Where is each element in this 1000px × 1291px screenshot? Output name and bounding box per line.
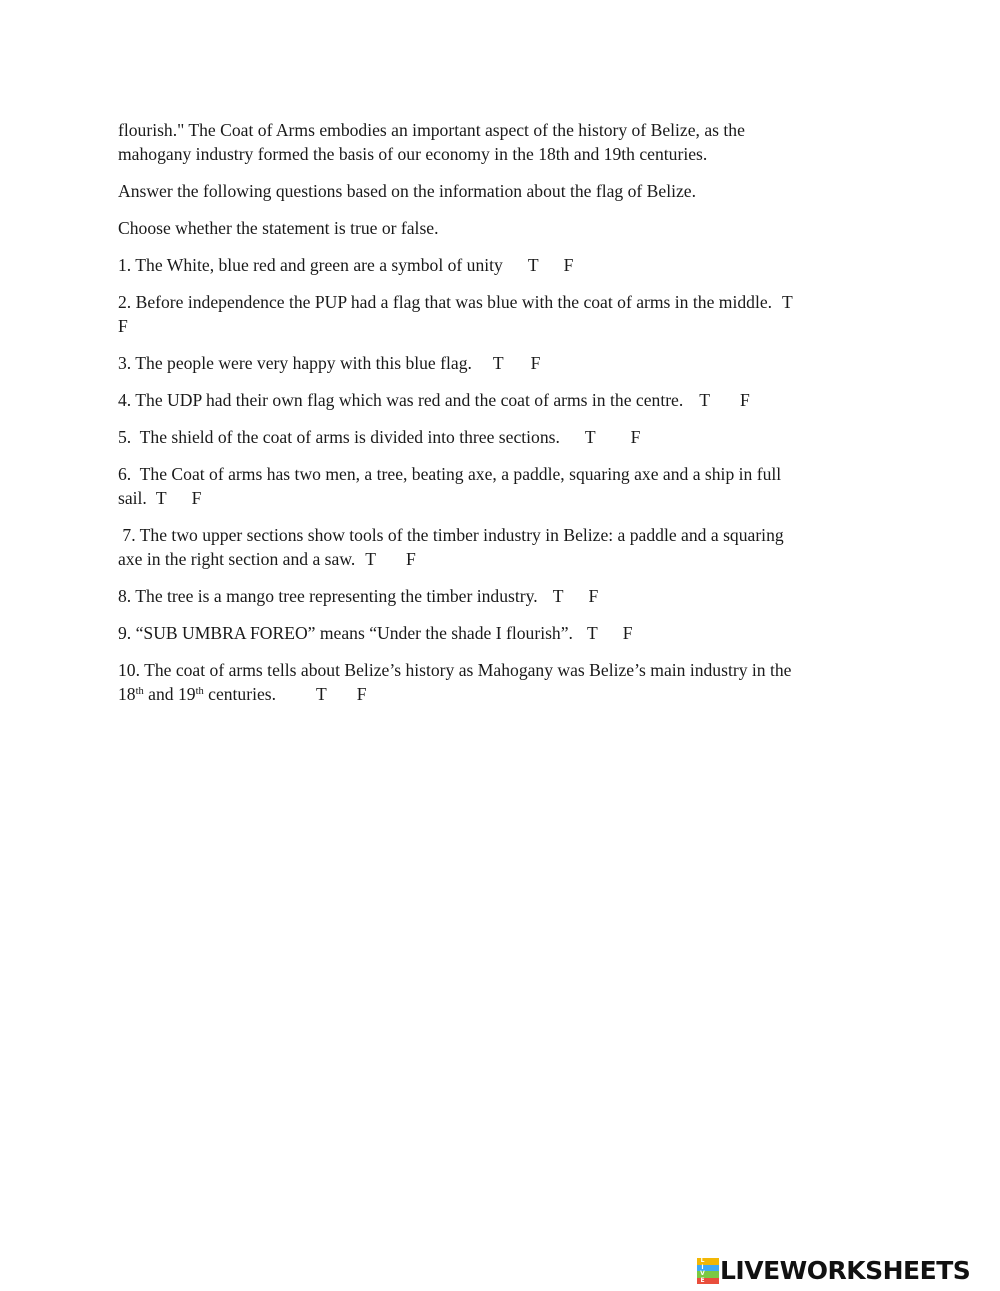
question-7-continued — [118, 547, 416, 571]
false-option[interactable]: F — [740, 390, 750, 410]
question-text: 1. The White, blue red and green are a symbol of unity — [118, 255, 503, 275]
question-6-continued — [118, 486, 201, 510]
question-9 — [118, 621, 632, 645]
false-option[interactable]: F — [191, 488, 202, 508]
instruction-answer: Answer the following questions based on the information about the flag of Belize. — [118, 181, 697, 201]
false-option[interactable]: F — [118, 316, 128, 336]
question-8 — [118, 584, 598, 608]
intro-line-1: flourish." The Coat of Arms embodies an important aspect of the history of Belize, as the — [118, 120, 745, 140]
question-text: 9. “SUB UMBRA FOREO” means “Under the shade I flourish”. — [118, 623, 573, 643]
logo-letter-i: I — [697, 1265, 708, 1272]
logo-block — [708, 1278, 719, 1285]
question-2-continued — [118, 314, 128, 338]
true-option[interactable]: T — [492, 353, 504, 373]
liveworksheets-logo — [697, 1256, 970, 1286]
ordinal-19: and 19 — [143, 684, 196, 704]
question-4 — [118, 388, 750, 412]
question-10: 10. The coat of arms tells about Belize’s history as Mahogany was Belize’s main industry in the — [118, 660, 792, 680]
question-text: 3. The people were very happy with this blue flag. — [118, 353, 472, 373]
question-7: 7. The two upper sections show tools of the timber industry in Belize: a paddle and a squaring — [118, 525, 784, 545]
question-10-continued — [118, 682, 367, 706]
true-option[interactable]: T — [155, 488, 167, 508]
true-option[interactable]: T — [699, 390, 711, 410]
question-text: centuries. — [203, 684, 277, 704]
instruction-choose: Choose whether the statement is true or false. — [118, 218, 439, 238]
logo-text: LIVEWORKSHEETS — [720, 1256, 971, 1285]
question-1 — [118, 253, 573, 277]
false-option[interactable]: F — [406, 549, 416, 569]
ordinal-suffix: th — [195, 686, 204, 697]
true-option[interactable]: T — [586, 623, 598, 643]
logo-letter-e: E — [697, 1278, 708, 1285]
true-option[interactable]: T — [552, 586, 564, 606]
false-option[interactable]: F — [530, 353, 541, 373]
true-option[interactable]: T — [365, 549, 377, 569]
ordinal-suffix: th — [135, 686, 144, 697]
false-option[interactable]: F — [622, 623, 633, 643]
false-option[interactable]: F — [588, 586, 599, 606]
ordinal-18: 18 — [118, 684, 136, 704]
false-option[interactable]: F — [630, 427, 641, 447]
intro-line-2: mahogany industry formed the basis of our economy in the 18th and 19th centuries. — [118, 144, 708, 164]
true-option[interactable]: T — [584, 427, 596, 447]
question-text: 2. Before independence the PUP had a flag that was blue with the coat of arms in the middle. — [118, 292, 773, 312]
true-option[interactable]: T — [316, 684, 327, 704]
question-3 — [118, 351, 540, 375]
question-text: 5. The shield of the coat of arms is divided into three sections. — [118, 427, 560, 447]
question-5 — [118, 425, 640, 449]
false-option[interactable]: F — [563, 255, 574, 275]
true-option[interactable]: T — [527, 255, 539, 275]
question-text: 4. The UDP had their own flag which was red and the coat of arms in the centre. — [118, 390, 684, 410]
logo-blocks-icon — [697, 1258, 719, 1284]
question-text: sail. — [118, 488, 147, 508]
logo-letter-l: L — [697, 1258, 708, 1265]
question-text: 8. The tree is a mango tree representing the timber industry. — [118, 586, 538, 606]
question-text: axe in the right section and a saw. — [118, 549, 356, 569]
question-6: 6. The Coat of arms has two men, a tree, beating axe, a paddle, squaring axe and a ship in full — [118, 464, 782, 484]
logo-letter-v: V — [697, 1271, 708, 1278]
false-option[interactable]: F — [356, 684, 367, 704]
question-2 — [118, 290, 793, 314]
true-option[interactable]: T — [782, 292, 793, 312]
